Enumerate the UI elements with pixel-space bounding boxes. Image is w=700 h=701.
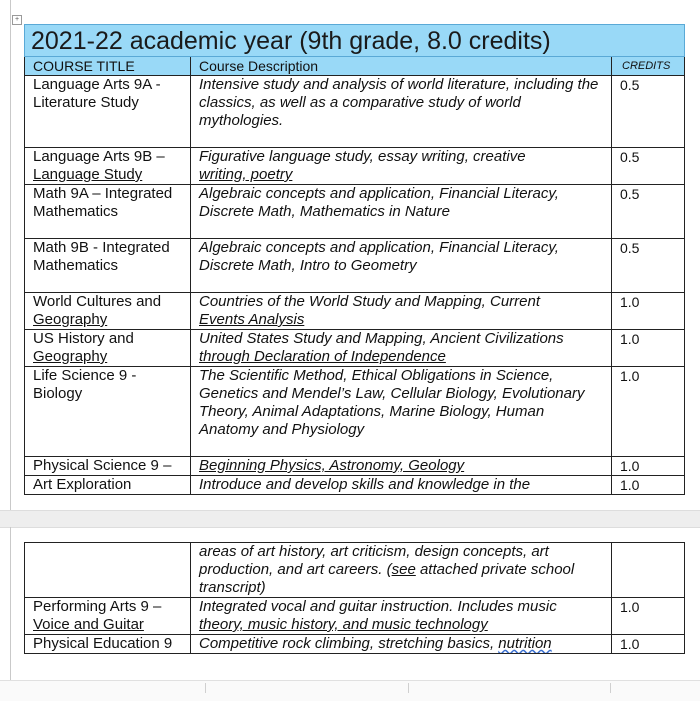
- course-title-line-1: Performing Arts 9 –: [33, 598, 162, 615]
- course-title: [25, 598, 191, 635]
- table-row: [25, 239, 685, 293]
- course-description: [191, 293, 612, 330]
- course-description: [191, 635, 612, 654]
- course-title: [25, 293, 191, 330]
- course-title: Physical Education 9: [25, 635, 191, 654]
- course-description: Intensive study and analysis of world literature, including the classics, as well as a comparative study of world mythologies.: [191, 76, 612, 148]
- course-title-line-1: US History and: [33, 330, 134, 347]
- table-row: [25, 367, 685, 457]
- course-description: Introduce and develop skills and knowledge in the: [191, 476, 612, 495]
- course-table-page-1: [24, 24, 684, 495]
- course-title: [25, 543, 191, 598]
- course-description: Beginning Physics, Astronomy, Geology: [191, 457, 612, 476]
- table-row: [25, 293, 685, 330]
- page-left-edge: [10, 0, 11, 510]
- course-title: [25, 148, 191, 185]
- course-title-line-2: Language Study: [33, 166, 143, 183]
- header-course-description: Course Description: [191, 57, 612, 76]
- pe-description: Competitive rock climbing, stretching basics,: [199, 635, 499, 652]
- art-description-part-1: areas of art history, art criticism, design concepts, art production, and art careers. (: [199, 543, 549, 578]
- course-description: Algebraic concepts and application, Financial Literacy, Discrete Math, Mathematics in Nature: [191, 185, 612, 239]
- course-credits: 1.0: [612, 293, 685, 330]
- course-credits: 1.0: [612, 457, 685, 476]
- course-title: Math 9A – Integrated Mathematics: [25, 185, 191, 239]
- course-description-line-1: Countries of the World Study and Mapping, Current: [199, 293, 541, 310]
- course-title-line-1: Language Arts 9B –: [33, 148, 165, 165]
- header-row: [25, 57, 685, 76]
- course-description-line-1: Integrated vocal and guitar instruction. Includes music: [199, 598, 557, 615]
- course-title-line-1: World Cultures and: [33, 293, 162, 310]
- course-description: [191, 148, 612, 185]
- table-row: [25, 148, 685, 185]
- course-title: Math 9B - Integrated Mathematics: [25, 239, 191, 293]
- course-description: The Scientific Method, Ethical Obligations in Science, Genetics and Mendel’s Law, Cellular Biology, Evolutionary Theory, Animal Adaptations, Marine Biology, Human Anatomy and Physiology: [191, 367, 612, 457]
- course-table-continued: [24, 542, 685, 654]
- table-row: [25, 543, 685, 598]
- page-break-gap: [0, 510, 700, 528]
- course-description-line-1: United States Study and Mapping, Ancient Civilizations: [199, 330, 564, 347]
- ruler-tick: [408, 683, 409, 693]
- table-row: [25, 457, 685, 476]
- table-row: [25, 330, 685, 367]
- course-title: Life Science 9 - Biology: [25, 367, 191, 457]
- course-credits: 0.5: [612, 148, 685, 185]
- banner-row: [25, 25, 685, 57]
- table-row: [25, 185, 685, 239]
- page-left-edge: [10, 527, 11, 700]
- ruler-tick: [610, 683, 611, 693]
- art-see-link: see: [391, 561, 416, 578]
- course-title-line-2: Geography: [33, 348, 108, 365]
- course-title-line-2: Voice and Guitar: [33, 616, 144, 633]
- course-description: [191, 330, 612, 367]
- course-description-line-1: Figurative language study, essay writing, creative: [199, 148, 526, 165]
- course-table: [24, 24, 685, 495]
- course-title-line-2: Geography: [33, 311, 108, 328]
- academic-year-banner: 2021-22 academic year (9th grade, 8.0 credits): [25, 25, 685, 57]
- pe-nutrition-word: nutrition: [498, 635, 552, 652]
- course-description-line-2: through Declaration of Independence: [199, 348, 446, 365]
- course-credits: 0.5: [612, 185, 685, 239]
- table-row: [25, 76, 685, 148]
- course-credits: 1.0: [612, 367, 685, 457]
- header-course-title: COURSE TITLE: [25, 57, 191, 76]
- course-description: Algebraic concepts and application, Financial Literacy, Discrete Math, Intro to Geometry: [191, 239, 612, 293]
- course-description-line-2: writing, poetry: [199, 166, 293, 183]
- course-credits: 0.5: [612, 76, 685, 148]
- course-title: Physical Science 9 –: [25, 457, 191, 476]
- header-credits: CREDITS: [612, 57, 685, 76]
- course-credits: [612, 543, 685, 598]
- course-title: Art Exploration: [25, 476, 191, 495]
- course-description: [191, 598, 612, 635]
- table-anchor-handle[interactable]: +: [12, 15, 22, 25]
- course-title: Language Arts 9A - Literature Study: [25, 76, 191, 148]
- course-credits: 1.0: [612, 635, 685, 654]
- table-row: [25, 598, 685, 635]
- art-description-part-2: attached private school transcript): [199, 561, 575, 596]
- course-table-page-2: [24, 542, 684, 654]
- course-credits: 1.0: [612, 330, 685, 367]
- course-description-line-2: Events Analysis: [199, 311, 305, 328]
- course-description: [191, 543, 612, 598]
- course-description-line-2: theory, music history, and music technology: [199, 616, 488, 633]
- course-credits: 1.0: [612, 476, 685, 495]
- course-credits: 0.5: [612, 239, 685, 293]
- bottom-ruler-bar: [0, 680, 700, 701]
- table-row: [25, 635, 685, 654]
- table-row: [25, 476, 685, 495]
- course-title: [25, 330, 191, 367]
- ruler-tick: [205, 683, 206, 693]
- course-credits: 1.0: [612, 598, 685, 635]
